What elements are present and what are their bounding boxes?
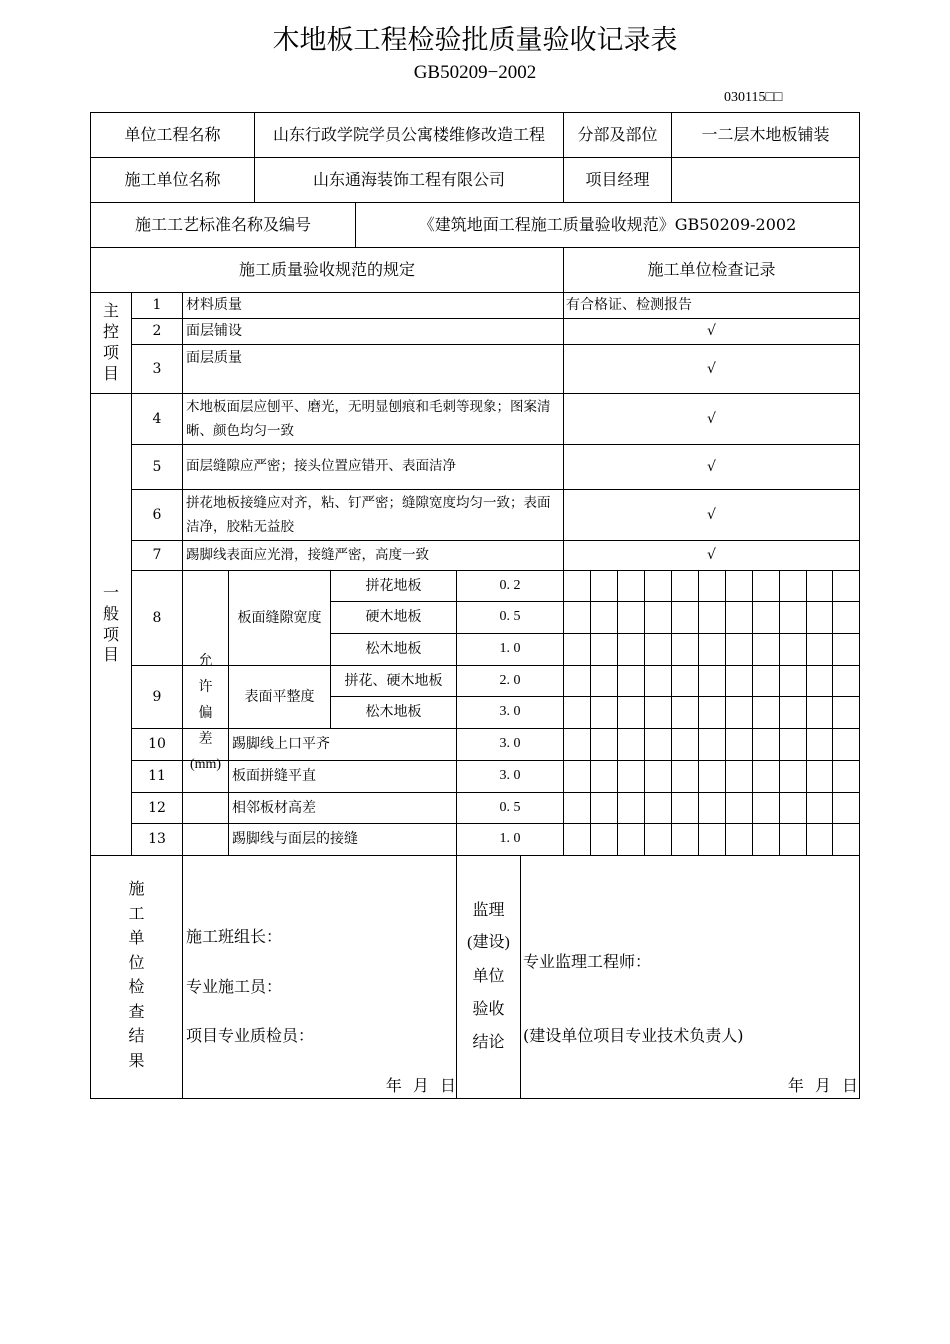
item-no: 3 xyxy=(152,360,162,377)
main-control-label: 主 控 项 目 xyxy=(102,301,119,383)
item-text: 踢脚线表面应光滑，接缝严密，高度一致 xyxy=(186,546,429,563)
construction-unit-value: 山东通海装饰工程有限公司 xyxy=(312,169,505,189)
item-no: 12 xyxy=(148,799,166,816)
page-title: 木地板工程检验批质量验收记录表 xyxy=(272,25,678,56)
supervision-engineer-field: 专业监理工程师： xyxy=(523,951,652,971)
standard-code: GB50209−2002 xyxy=(413,62,537,83)
item-text: 面层质量 xyxy=(186,349,242,366)
tolerance-sub: 松木地板 xyxy=(365,704,422,721)
item-no: 13 xyxy=(148,831,166,848)
tolerance-item-name: 板面缝隙宽度 xyxy=(237,609,322,626)
owner-representative-field: (建设单位项目专业技术负责人) xyxy=(523,1025,744,1045)
item-no: 11 xyxy=(148,768,166,785)
quality-inspector-field: 项目专业质检员： xyxy=(186,1025,315,1045)
tolerance-value: 3. 0 xyxy=(499,704,521,720)
tolerance-label: 允 许 偏 差 (mm) xyxy=(189,653,222,772)
standard-label: 施工工艺标准名称及编号 xyxy=(134,214,311,234)
item-text: 材料质量 xyxy=(186,297,242,314)
tolerance-value: 0. 2 xyxy=(499,577,521,593)
tolerance-item-name: 踢脚线与面层的接缝 xyxy=(232,831,358,848)
check-mark: √ xyxy=(707,458,716,475)
tolerance-item-name: 踢脚线上口平齐 xyxy=(232,736,330,753)
project-manager-label: 项目经理 xyxy=(585,169,650,189)
construction-result-label: 施 工 单 位 检 查 结 果 xyxy=(128,879,145,1070)
item-no: 9 xyxy=(152,688,162,705)
item-no: 6 xyxy=(152,506,162,523)
item-text: 面层缝隙应严密；接头位置应错开、表面洁净 xyxy=(186,458,456,475)
spec-column-header: 施工质量验收规范的规定 xyxy=(238,259,415,279)
item-no: 10 xyxy=(148,736,166,753)
tolerance-value: 3. 0 xyxy=(499,736,521,752)
item-record: 有合格证、检测报告 xyxy=(566,297,692,314)
item-no: 2 xyxy=(152,323,162,340)
form-number: 030115□□ xyxy=(724,90,783,105)
tolerance-sub: 拼花、硬木地板 xyxy=(344,672,443,689)
tolerance-item-name: 板面拼缝平直 xyxy=(232,768,316,785)
tolerance-value: 1. 0 xyxy=(499,641,521,657)
record-column-header: 施工单位检查记录 xyxy=(647,259,776,279)
check-mark: √ xyxy=(707,506,716,523)
date-right: 年 月 日 xyxy=(787,1075,858,1095)
tolerance-sub: 硬木地板 xyxy=(365,609,422,626)
item-no: 1 xyxy=(152,297,162,314)
item-no: 8 xyxy=(152,609,162,626)
check-mark: √ xyxy=(707,360,716,377)
team-leader-field: 施工班组长： xyxy=(186,926,283,946)
check-mark: √ xyxy=(707,547,716,564)
tolerance-value: 0. 5 xyxy=(499,609,521,625)
tolerance-item-name: 表面平整度 xyxy=(244,688,315,705)
item-text: 木地板面层应刨平、磨光，无明显刨痕和毛刺等现象；图案清晰、颜色均匀一致 xyxy=(186,399,551,439)
professional-worker-field: 专业施工员： xyxy=(186,976,283,996)
tolerance-sub: 拼花地板 xyxy=(365,577,422,594)
standard-value: 《建筑地面工程施工质量验收规范》GB50209-2002 xyxy=(418,214,797,234)
unit-project-label: 单位工程名称 xyxy=(124,124,221,144)
construction-unit-label: 施工单位名称 xyxy=(124,169,221,189)
unit-project-value: 山东行政学院学员公寓楼维修改造工程 xyxy=(272,124,545,144)
item-text: 拼花地板接缝应对齐，粘、钉严密；缝隙宽度均匀一致；表面洁净，胶粘无益胶 xyxy=(186,495,551,535)
general-items-label: 一 般 项 目 xyxy=(102,582,119,665)
item-no: 5 xyxy=(152,458,162,475)
tolerance-value: 0. 5 xyxy=(499,799,521,815)
check-mark: √ xyxy=(707,323,716,340)
tolerance-sub: 松木地板 xyxy=(365,641,422,658)
item-no: 7 xyxy=(152,547,162,564)
tolerance-item-name: 相邻板材高差 xyxy=(232,799,316,816)
project-manager-value xyxy=(672,158,859,202)
date-left: 年 月 日 xyxy=(385,1075,456,1095)
supervision-label: 监理 (建设) 单位 验收 结论 xyxy=(467,899,510,1051)
sub-part-value: 一二层木地板铺装 xyxy=(701,124,830,144)
tolerance-value: 3. 0 xyxy=(499,768,521,784)
check-mark: √ xyxy=(707,410,716,427)
item-no: 4 xyxy=(152,410,162,427)
item-text: 面层铺设 xyxy=(186,323,242,340)
tolerance-value: 1. 0 xyxy=(499,831,521,847)
tolerance-value: 2. 0 xyxy=(499,672,521,688)
sub-part-label: 分部及部位 xyxy=(577,124,658,144)
